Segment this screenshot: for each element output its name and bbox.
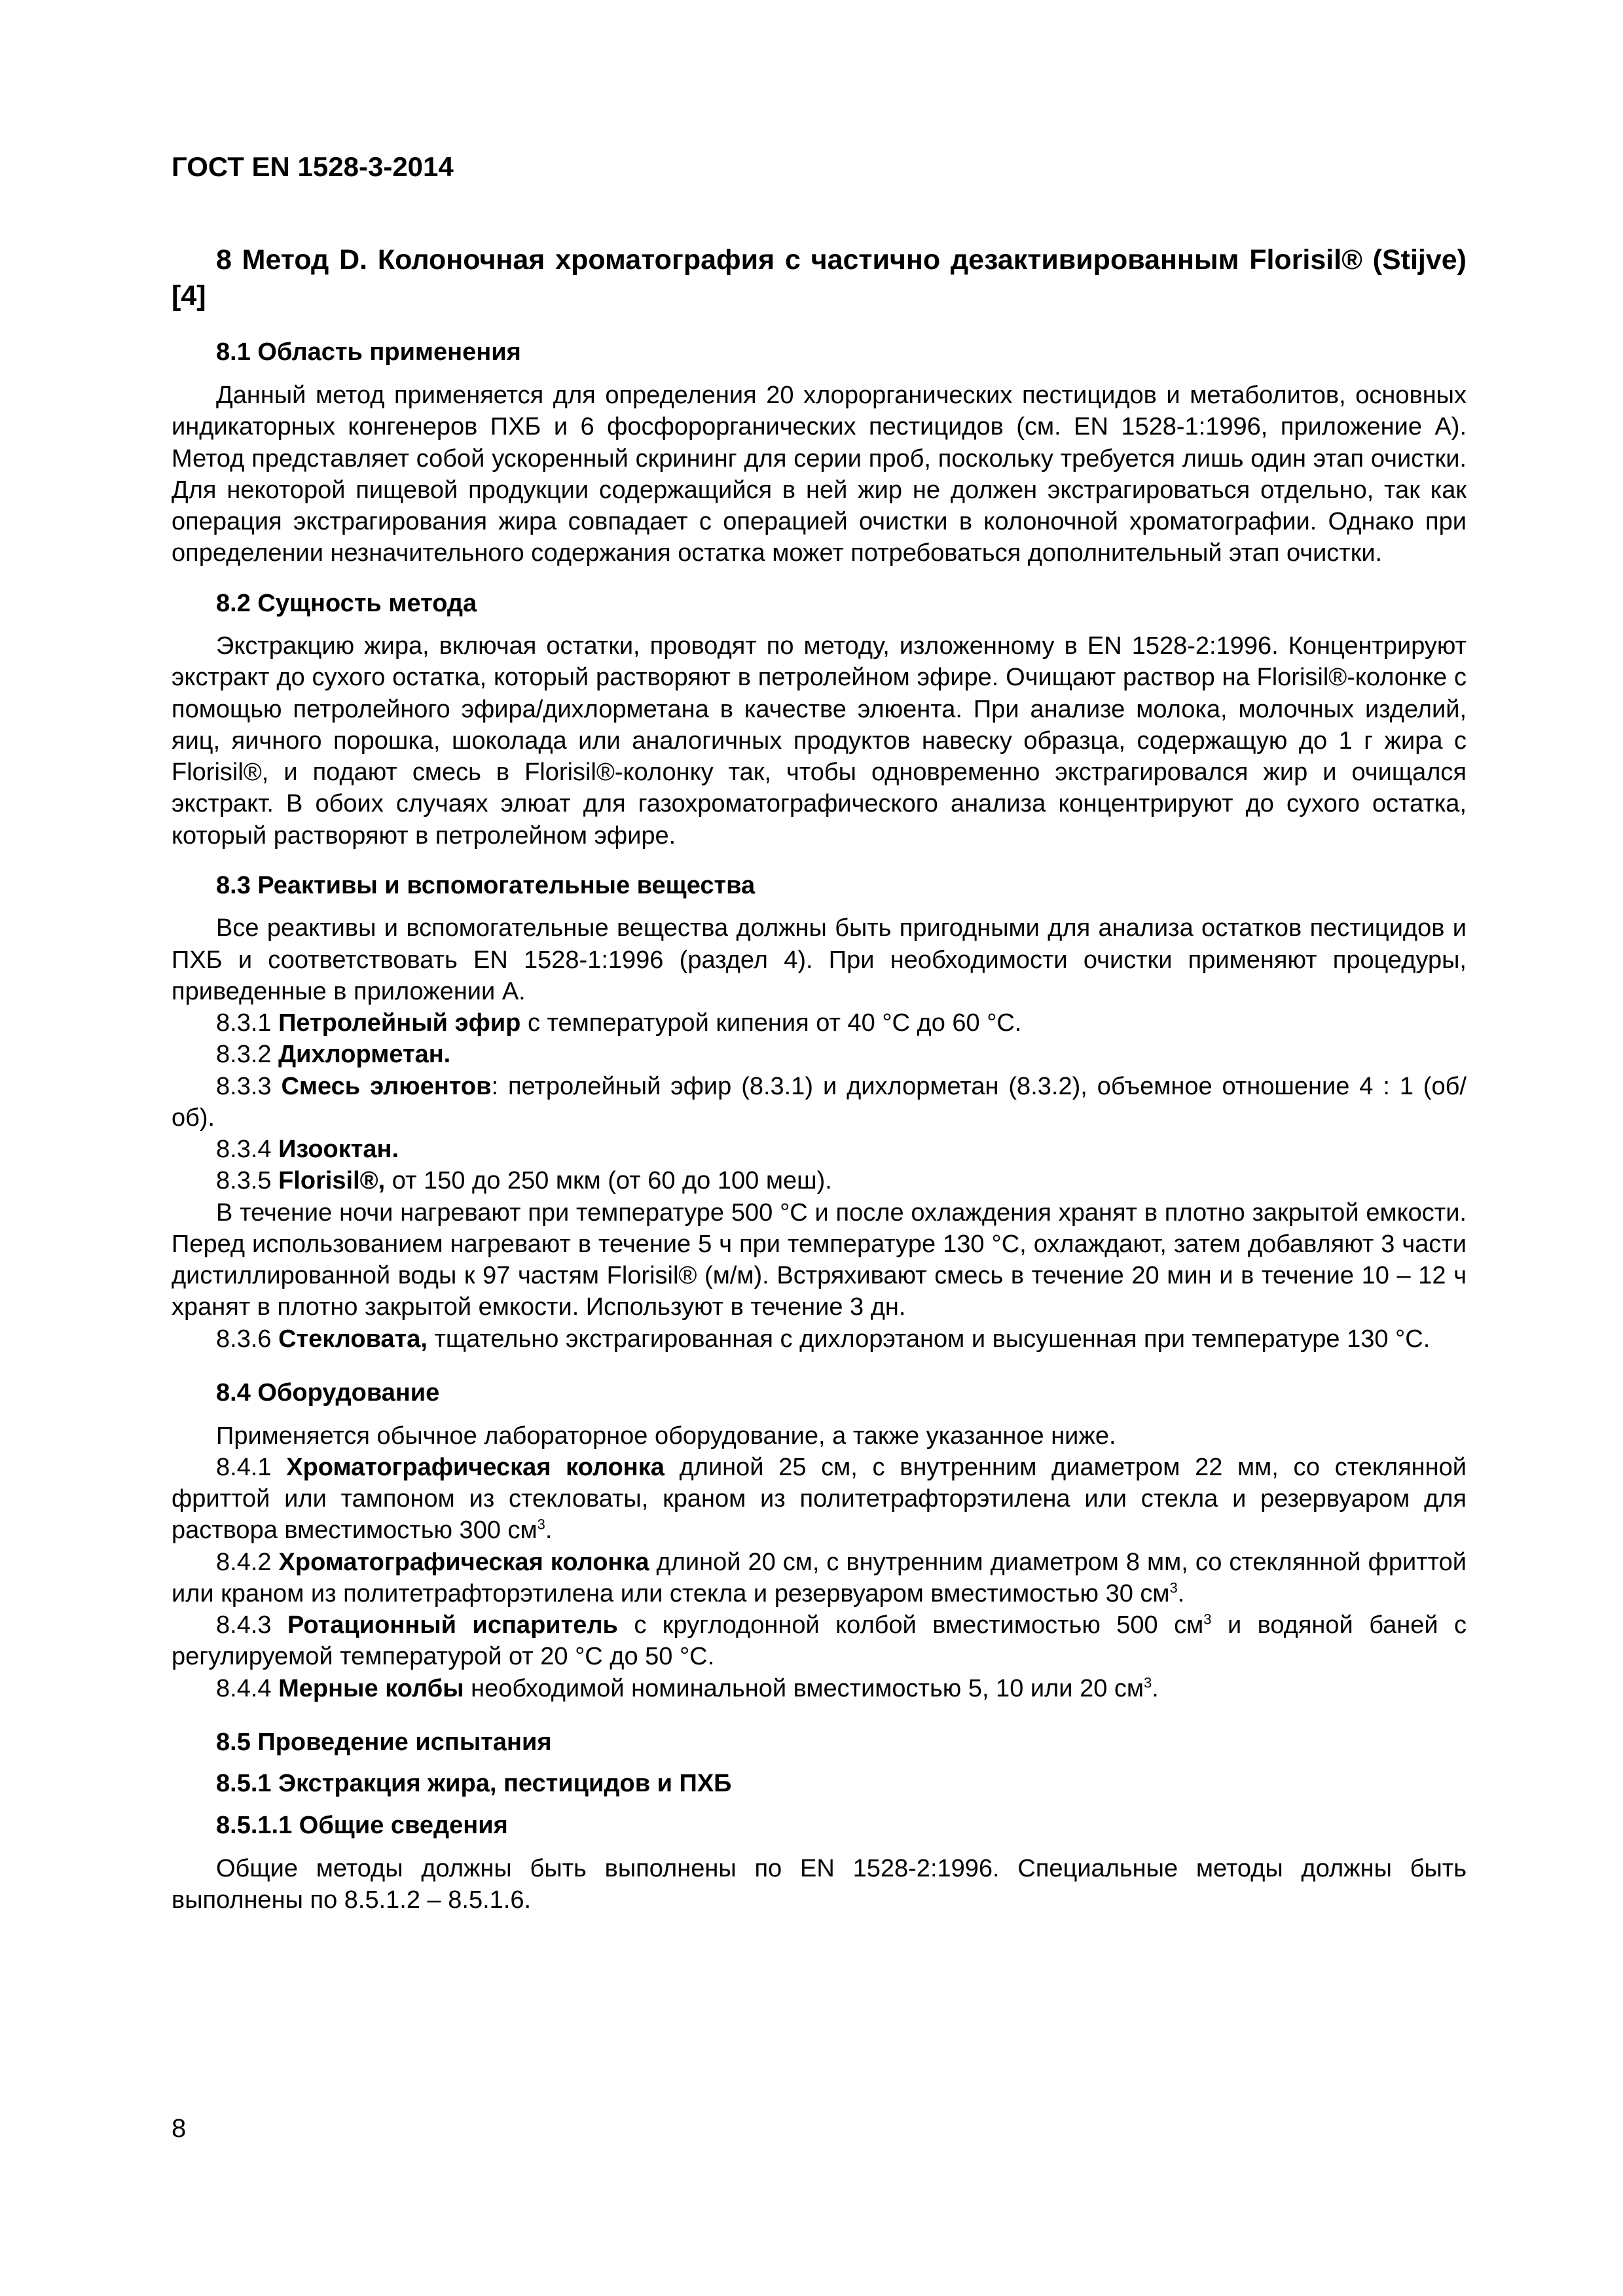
equipment-item-8-4-3	[172, 1609, 1467, 1673]
subsection-heading-8-3: 8.3 Реактивы и вспомогательные вещества	[216, 871, 756, 899]
item-number: 8.3.1	[216, 1009, 272, 1037]
superscript: 3	[1169, 1579, 1178, 1596]
item-text-cont: и водяной баней с регулируемой температурой от 20 °С до 50 °С.	[172, 1611, 1467, 1671]
reagent-item-8-3-5	[172, 1165, 1467, 1196]
section-title: 8 Метод D. Колоночная хроматография с частично дезактивированным Florisil® (Stijve) [4]	[172, 244, 1467, 312]
item-number: 8.4.4	[216, 1674, 272, 1702]
item-term: Хроматографическая колонка	[278, 1548, 649, 1576]
item-number: 8.4.2	[216, 1548, 272, 1576]
paragraph-general: Общие методы должны быть выполнены по EN 1528-2:1996. Специальные методы должны быть выполнены по 8.5.1.2 – 8.5.1.6.	[172, 1854, 1467, 1914]
item-number: 8.4.3	[216, 1611, 272, 1640]
item-number: 8.4.1	[216, 1453, 272, 1481]
item-number: 8.3.5	[216, 1167, 272, 1195]
subsection-heading-8-1: 8.1 Область применения	[216, 338, 521, 367]
reagent-item-8-3-5-body: В течение ночи нагревают при температуре 500 °С и после охлаждения хранят в плотно закрытой емкости. Перед использованием нагревают в течение 5 ч при температуре 130 °С, охлаждают, затем добавляют 3 части дистиллированной воды к 97 частям Florisil® (м/м). Встряхивают смесь в течение 20 мин и в течение 10 – 12 ч хранят в плотно закрытой емкости. Используют в течение 3 дн.	[172, 1198, 1467, 1321]
subsection-heading-8-5-1: 8.5.1 Экстракция жира, пестицидов и ПХБ	[216, 1770, 732, 1798]
paragraph-principle: Экстракцию жира, включая остатки, проводят по методу, изложенному в EN 1528-2:1996. Концентрируют экстракт до сухого остатка, который растворяют в петролейном эфире. Очищают раствор на Florisil®-колонке с помощью петролейного эфира/дихлорметана в качестве элюента. При анализе молока, молочных изделий, яиц, яичного порошка, шоколада или аналогичных продуктов навеску образца, содержащую до 1 г жира с Florisil®, и подают смесь в Florisil®-колонку так, чтобы одновременно экстрагировался жир и очищался экстракт. В обоих случаях элюат для газохроматографического анализа концентрируют до сухого остатка, который растворяют в петролейном эфире.	[172, 632, 1467, 850]
item-term: Ротационный испаритель	[287, 1611, 618, 1640]
reagent-item-8-3-6	[172, 1323, 1467, 1355]
item-term: Стекловата,	[278, 1325, 428, 1353]
paragraph-equipment-intro: Применяется обычное лабораторное оборудование, а также указанное ниже.	[216, 1422, 1116, 1450]
item-term: Изооктан.	[278, 1136, 399, 1164]
reagent-item-8-3-2	[172, 1039, 1467, 1070]
item-term: Florisil®,	[278, 1167, 386, 1195]
page-content	[172, 151, 1467, 1916]
item-number: 8.3.6	[216, 1325, 272, 1353]
item-text: от 150 до 250 мкм (от 60 до 100 меш).	[392, 1167, 832, 1195]
reagent-item-8-3-1	[172, 1007, 1467, 1039]
item-term: Дихлорметан.	[278, 1041, 451, 1069]
item-text: тщательно экстрагированная с дихлорэтаном и высушенная при температуре 130 °С.	[434, 1325, 1431, 1353]
item-text: : петролейный эфир (8.3.1) и дихлорметан (8.3.2), объемное отношение 4 : 1 (об/об).	[172, 1072, 1467, 1132]
reagent-item-8-3-3	[172, 1071, 1467, 1134]
superscript: 3	[1203, 1611, 1212, 1628]
reagent-item-8-3-4	[172, 1134, 1467, 1165]
paragraph-reagents-intro: Все реактивы и вспомогательные вещества должны быть пригодными для анализа остатков пестицидов и ПХБ и соответствовать EN 1528-1:1996 (раздел 4). При необходимости очистки применяют процедуры, приведенные в приложении A.	[172, 914, 1467, 1005]
equipment-item-8-4-2: 8.4.2 Хроматографическая колонка длиной 20 см, с внутренним диаметром 8 мм, со стеклянной фриттой или краном из политетрафторэтилена или стекла и резервуаром вместимостью 30 $см^3$.	[172, 1548, 1467, 1607]
item-text: с круглодонной колбой вместимостью 500 см	[634, 1611, 1204, 1640]
item-number: 8.3.3	[216, 1072, 272, 1100]
item-term: Петролейный эфир	[278, 1009, 521, 1037]
superscript: 3	[537, 1516, 545, 1533]
item-text: длиной 25 см, с внутренним диаметром 22 мм, со стеклянной фриттой или тампоном из стекловаты, краном из политетрафторэтилена или стекла и резервуаром для раствора вместимостью 300 см	[172, 1453, 1467, 1545]
subsection-heading-8-5: 8.5 Проведение испытания	[216, 1728, 552, 1756]
document-code: ГОСТ EN 1528-3-2014	[172, 151, 454, 182]
item-term: Хроматографическая колонка	[286, 1453, 665, 1481]
item-text: необходимой номинальной вместимостью 5, 10 или 20 см	[471, 1674, 1144, 1702]
item-number: 8.3.4	[216, 1136, 272, 1164]
subsection-heading-8-5-1-1: 8.5.1.1 Общие сведения	[216, 1812, 508, 1840]
item-text: с температурой кипения от 40 °С до 60 °С.	[527, 1009, 1022, 1037]
superscript: 3	[1144, 1674, 1152, 1691]
item-term: Мерные колбы	[278, 1674, 464, 1702]
equipment-item-8-4-4: 8.4.4 Мерные колбы необходимой номинальной вместимостью 5, 10 или 20 $см^3$.	[216, 1674, 1159, 1702]
page-number: 8	[172, 2114, 187, 2143]
item-text: длиной 20 см, с внутренним диаметром 8 мм, со стеклянной фриттой или краном из политетрафторэтилена или стекла и резервуаром вместимостью 30 см	[172, 1548, 1467, 1607]
subsection-heading-8-2: 8.2 Сущность метода	[216, 589, 477, 617]
item-number: 8.3.2	[216, 1041, 272, 1069]
paragraph-scope: Данный метод применяется для определения 20 хлорорганических пестицидов и метаболитов, основных индикаторных конгенеров ПХБ и 6 фосфорорганических пестицидов (см. EN 1528-1:1996, приложение A). Метод представляет собой ускоренный скрининг для серии проб, поскольку требуется лишь один этап очистки. Для некоторой пищевой продукции содержащийся в ней жир не должен экстрагироваться отдельно, так как операция экстрагирования жира совпадает с операцией очистки в колоночной хроматографии. Однако при определении незначительного содержания остатка может потребоваться дополнительный этап очистки.	[172, 382, 1467, 567]
equipment-item-8-4-1: 8.4.1 Хроматографическая колонка длиной 25 см, с внутренним диаметром 22 мм, со стеклянной фриттой или тампоном из стекловаты, краном из политетрафторэтилена или стекла и резервуаром для раствора вместимостью 300 $см^3$.	[172, 1453, 1467, 1545]
subsection-heading-8-4: 8.4 Оборудование	[216, 1378, 440, 1407]
item-term: Смесь элюентов	[281, 1072, 492, 1100]
